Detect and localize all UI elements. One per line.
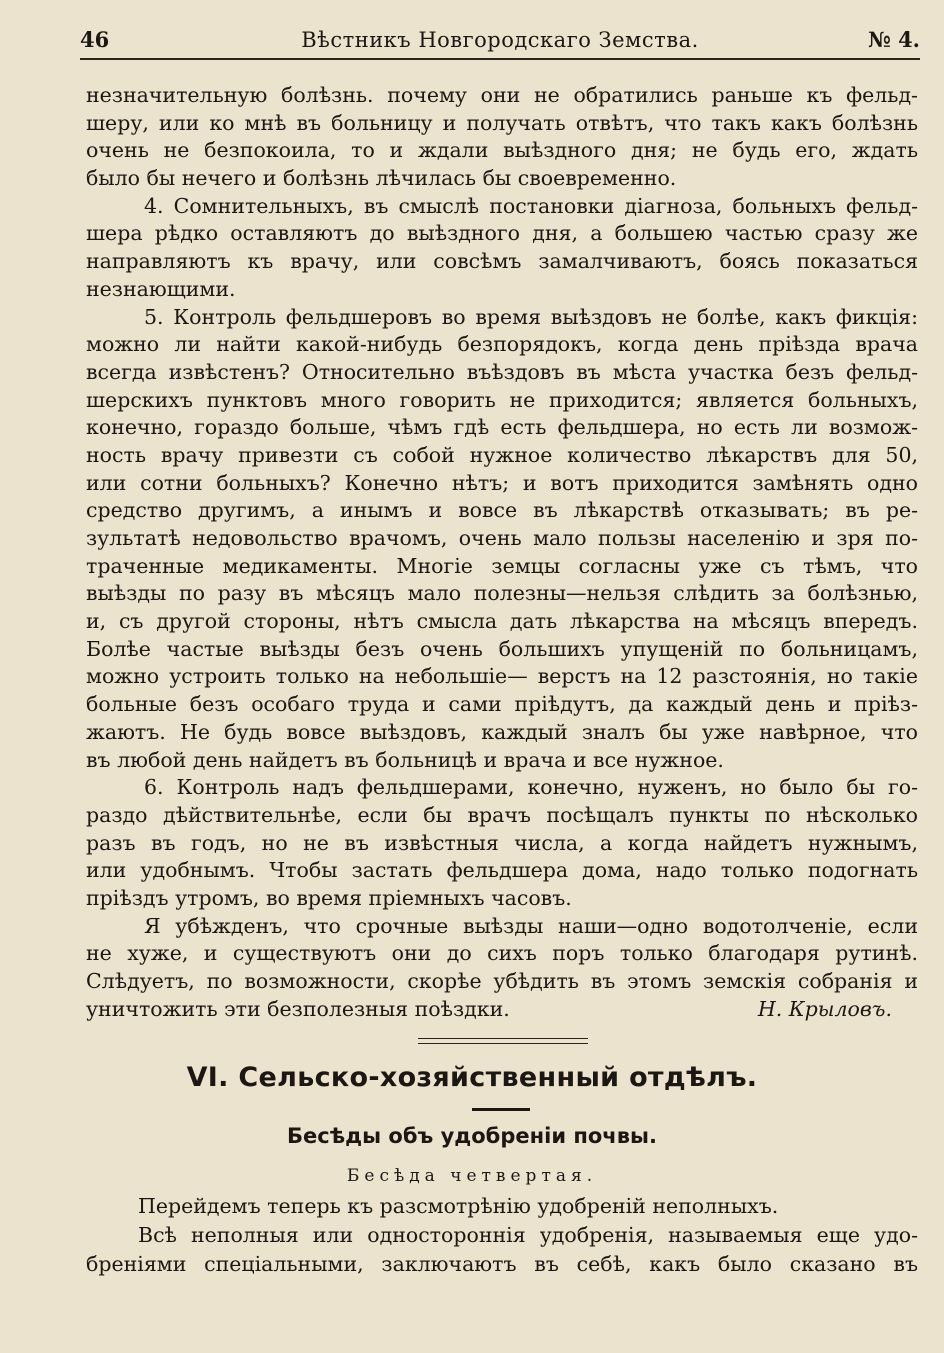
text-line: раздо дѣйствительнѣе, если бы врачъ посѣщалъ пункты по нѣсколько [86,802,918,827]
text-line: шера рѣдко оставляютъ до выѣздного дня, а большею частью сразу же [86,221,918,246]
section-divider [418,1038,588,1044]
text-line: и, съ другой стороны, нѣтъ смысла дать лѣкарства на мѣсяцъ впередъ. [86,609,918,634]
text-line: жаютъ. Не будь вовсе выѣздовъ, каждый зналъ бы уже навѣрное, что [86,719,918,744]
text-line: Я убѣжденъ, что срочные выѣзды наши—одно водотолченіе, если [144,913,918,938]
text-line: конечно, гораздо больше, чѣмъ гдѣ есть фельдшера, но есть ли возмож- [86,415,918,440]
talk-heading: Бесѣда четвертая. [346,1166,598,1186]
closing-text: уничтожить эти безполезныя поѣздки. [86,996,510,1021]
text-line: очень не безпокоила, то и ждали выѣздного дня; не будь его, ждать [86,138,918,163]
text-line: 6. Контроль надъ фельдшерами, конечно, нуженъ, но было бы го- [144,775,918,800]
article-body [86,82,918,1023]
text-line: шеру, или ко мнѣ въ больницу и получать отвѣтъ, что такъ какъ болѣзнь [86,110,918,135]
text-line: 4. Сомнительныхъ, въ смыслѣ постановки діагноза, больныхъ фельд- [144,193,918,218]
text-line: можно ли найти какой-нибудь безпорядокъ, когда день пріѣзда врача [86,332,918,357]
text-line: шерскихъ пунктовъ много говорить не приходится; является больныхъ, [86,387,918,412]
text-line: бреніями спеціальными, заключаютъ въ себѣ, какъ было сказано въ [86,1252,918,1276]
text-line: траченные медикаменты. Многіе земцы согласны уже съ тѣмъ, что [86,553,918,578]
second-article-body [86,1192,918,1279]
text-line: или сотни больныхъ? Конечно нѣтъ; и вотъ приходится замѣнять одно [86,470,918,495]
page-number: 46 [80,27,110,52]
text-line: всегда извѣстенъ? Относительно въѣздовъ въ мѣста участка безъ фельд- [86,359,918,384]
issue-number: № 4. [867,27,920,52]
text-line: Болѣе частые выѣзды безъ очень большихъ упущеній по больницамъ, [86,636,918,661]
text-line: зультатѣ недовольство врачомъ, очень мало пользы населенію и зря по- [86,526,918,550]
journal-title: Вѣстникъ Новгородскаго Земства. [301,28,699,52]
text-line: или удобнымъ. Чтобы застать фельдшера дома, надо только подогнать [86,858,918,883]
text-line [86,996,918,1024]
text-line: можно устроить только на небольшіе— верстъ на 12 разстоянія, но такіе [86,664,918,689]
text-line: ность врачу привезти съ собой нужное количество лѣкарствъ для 50, [86,442,918,467]
text-line: 5. Контроль фельдшеровъ во время выѣздовъ не болѣе, какъ фикція: [144,304,918,329]
text-line: Слѣдуетъ, по возможности, скорѣе убѣдить въ этомъ земскія собранія и [86,969,918,993]
text-line: больные безъ особаго труда и сами пріѣдутъ, да каждый день и пріѣз- [86,692,918,717]
text-line: было бы нечего и болѣзнь лѣчилась бы своевременно. [86,166,677,191]
text-line: Перейдемъ теперь къ разсмотрѣнію удобреній неполныхъ. [138,1194,779,1218]
author-signature: Н. Крыловъ. [757,996,892,1021]
text-line: средство другимъ, а инымъ и вовсе въ лѣкарствѣ отказывать; въ ре- [86,498,918,523]
section-title: VI. Сельско-хозяйственный отдѣлъ. [186,1062,758,1093]
text-line: разъ въ годъ, но не въ извѣстныя числа, а когда найдетъ нужнымъ, [86,830,918,855]
title-underline [472,1108,530,1111]
text-line: незнающими. [86,276,236,301]
text-line: направляютъ къ врачу, или совсѣмъ замалчиваютъ, боясь показаться [86,249,918,274]
text-line: пріѣздъ утромъ, во время пріемныхъ часовъ. [86,885,572,910]
text-line: Всѣ неполныя или одностороннія удобренія, называемыя еще удо- [138,1223,918,1247]
text-line: выѣзды по разу въ мѣсяцъ мало полезны—нельзя слѣдить за болѣзнью, [86,581,918,606]
running-header [80,26,920,60]
article-subtitle: Бесѣды объ удобреніи почвы. [287,1124,657,1148]
text-line: въ любой день найдетъ въ больницѣ и врача и все нужное. [86,747,724,772]
text-line: незначительную болѣзнь. почему они не обратились раньше къ фельд- [86,83,918,107]
text-line: не хуже, и существуютъ они до сихъ поръ только благодаря рутинѣ. [86,941,918,966]
